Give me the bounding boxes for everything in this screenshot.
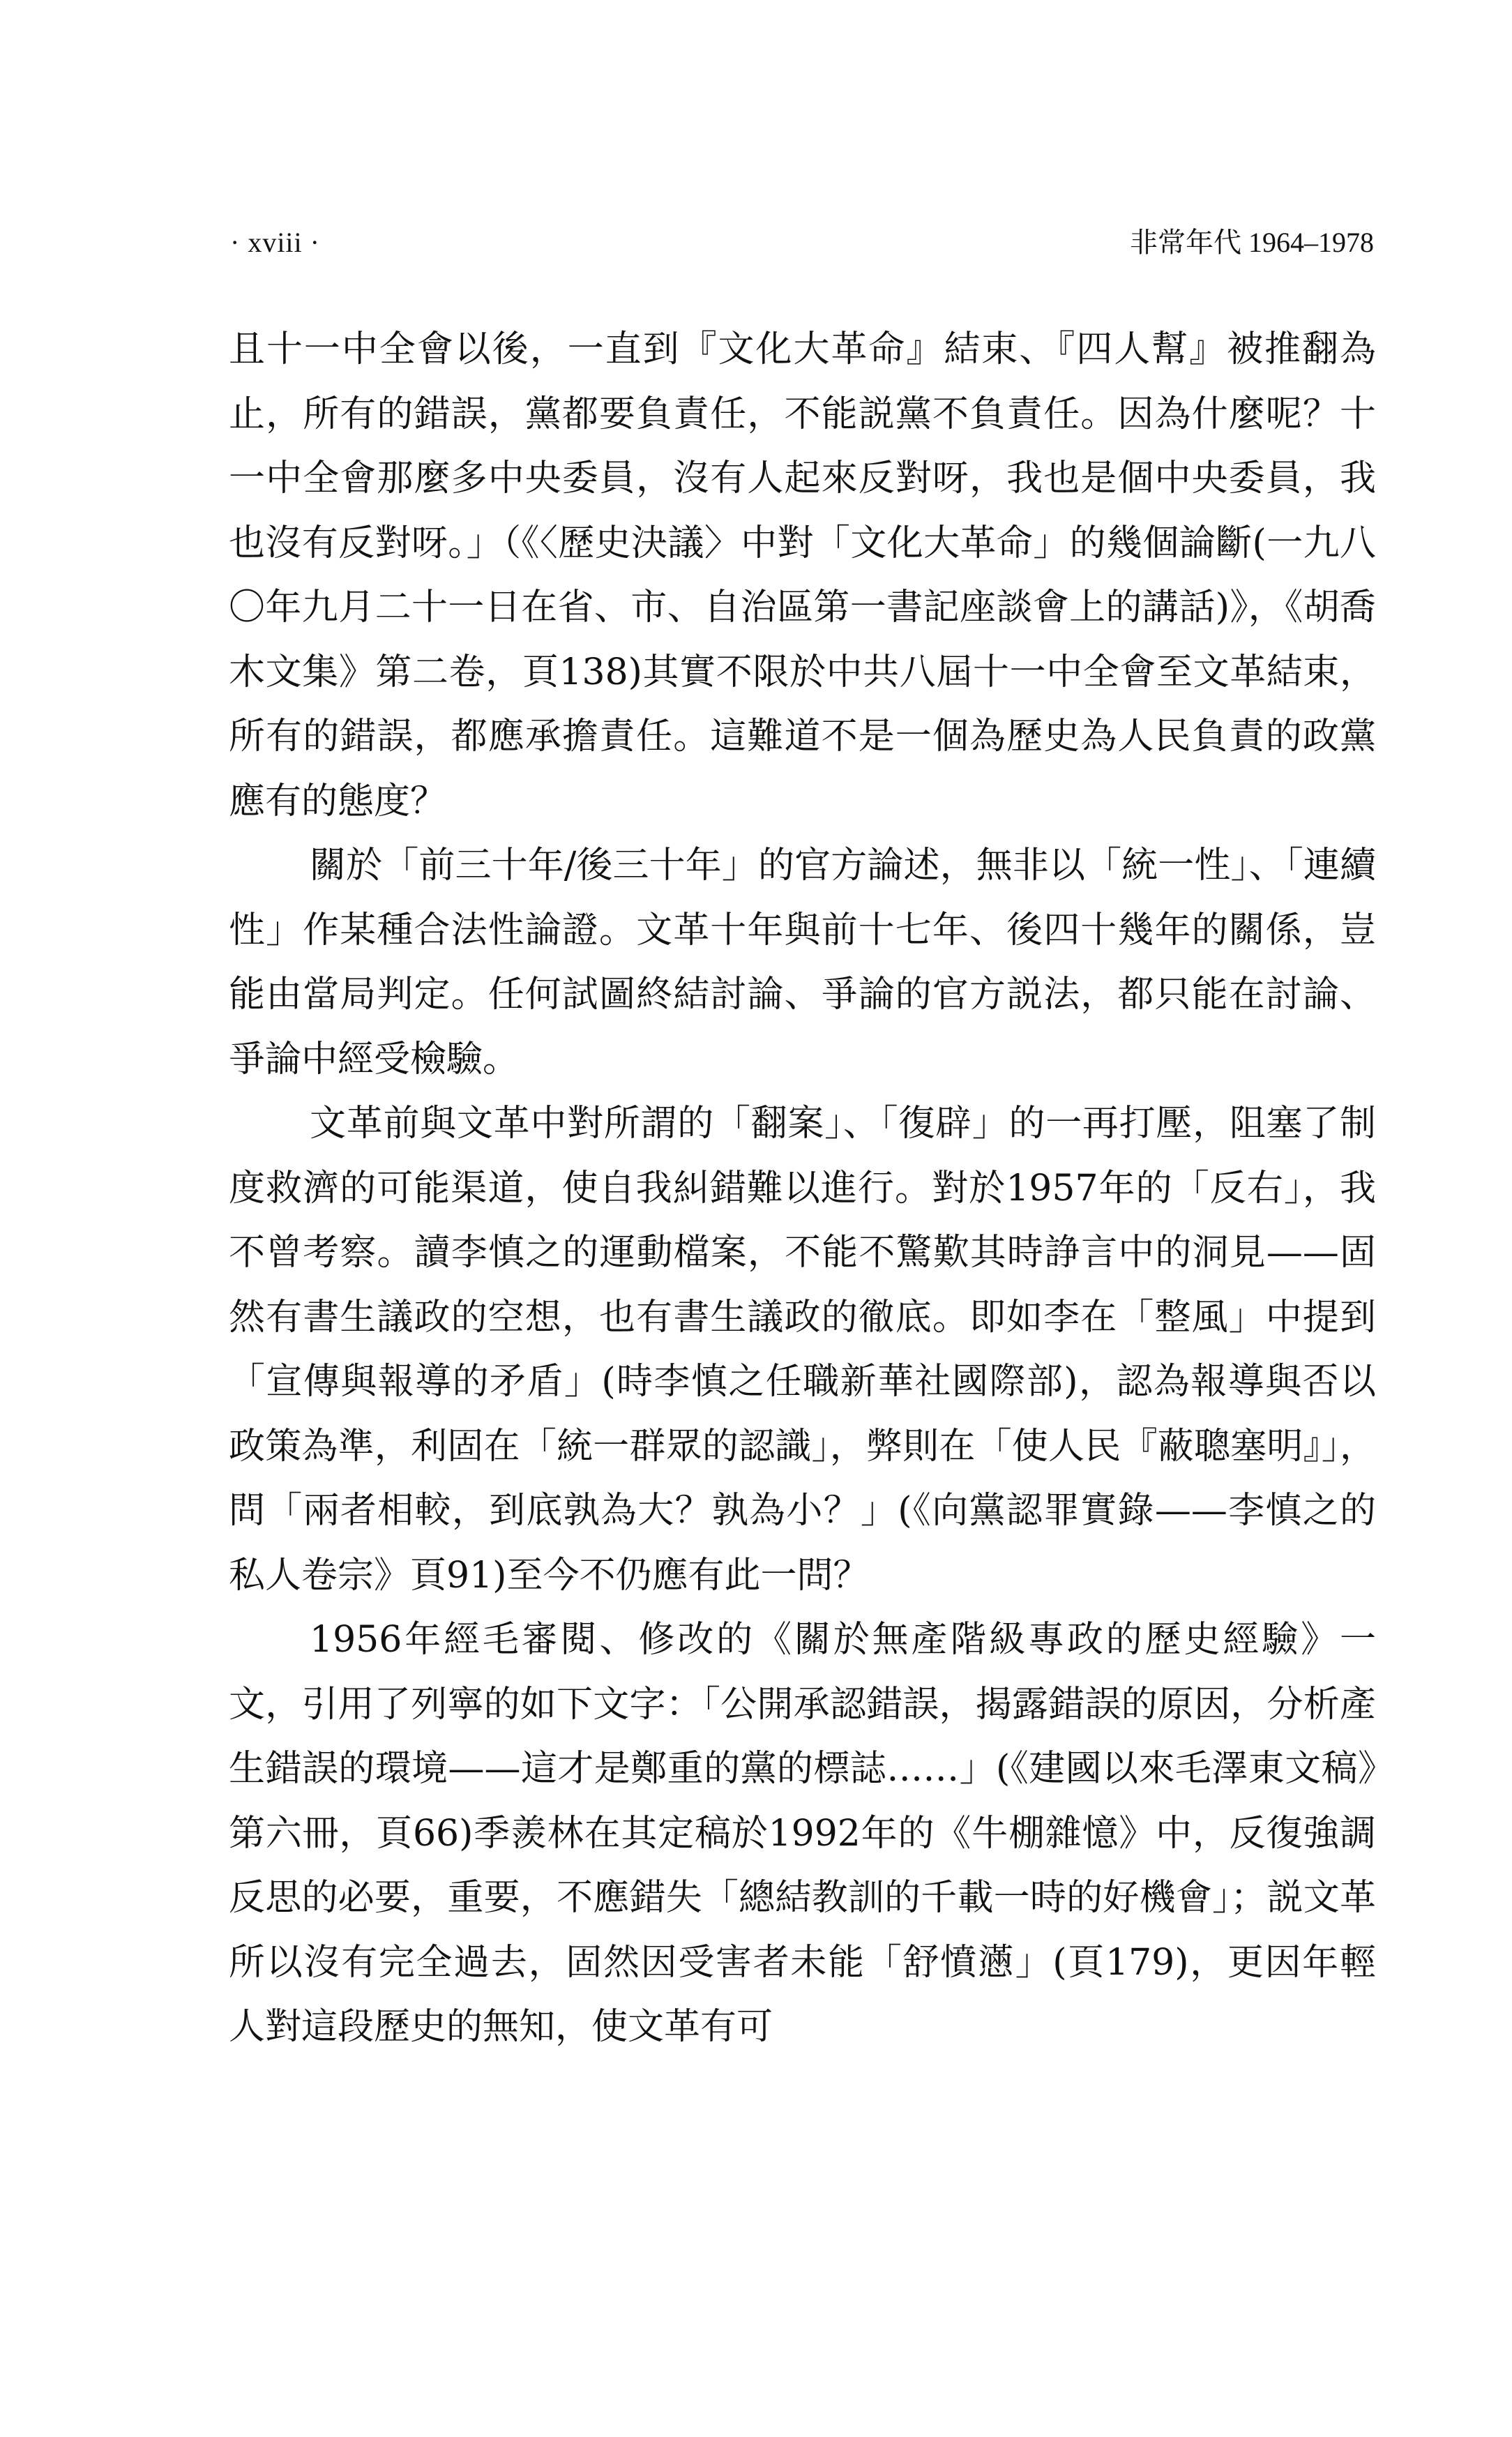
paragraph-3: 文革前與文革中對所謂的「翻案」、「復辟」的一再打壓，阻塞了制度救濟的可能渠道，使自我糾錯難以進行。對於1957年的「反右」，我不曾考察。讀李慎之的運動檔案，不能不驚歎其時諍言中的洞見——固然有書生議政的空想，也有書生議政的徹底。即如李在「整風」中提到「宣傳與報導的矛盾」(時李慎之任職新華社國際部)，認為報導與否以政策為準，利固在「統一群眾的認識」，弊則在「使人民『蔽聰塞明』」，問「兩者相較，到底孰為大？孰為小？」(《向黨認罪實錄——李慎之的私人卷宗》頁91)至今不仍應有此一問？ [229,1103,1376,1597]
paragraph-1: 且十一中全會以後，一直到『文化大革命』結束、『四人幫』被推翻為止，所有的錯誤，黨都要負責任，不能説黨不負責任。因為什麼呢？十一中全會那麼多中央委員，沒有人起來反對呀，我也是個中央委員，我也沒有反對呀。」（《〈歷史決議〉中對「文化大革命」的幾個論斷(一九八〇年九月二十一日在省、市、自治區第一書記座談會上的講話)》，《胡喬木文集》第二卷，頁138)其實不限於中共八屆十一中全會至文革結束，所有的錯誤，都應承擔責任。這難道不是一個為歷史為人民負責的政黨應有的態度？ [229,329,1376,822]
paragraph-2: 關於「前三十年/後三十年」的官方論述，無非以「統一性」、「連續性」作某種合法性論證。文革十年與前十七年、後四十幾年的關係，豈能由當局判定。任何試圖終結討論、爭論的官方説法，都只能在討論、爭論中經受檢驗。 [229,845,1376,1080]
page-number: · xviii · [230,227,320,258]
running-book-title: 非常年代 1964–1978 [1130,227,1374,258]
paragraph-4: 1956年經毛審閱、修改的《關於無產階級專政的歷史經驗》一文，引用了列寧的如下文字：「公開承認錯誤，揭露錯誤的原因，分析產生錯誤的環境——這才是鄭重的黨的標誌……」(《建國以來毛澤東文稿》第六冊，頁66)季羨林在其定稿於1992年的《牛棚雜憶》中，反復強調反思的必要，重要，不應錯失「總結教訓的千載一時的好機會」；説文革所以沒有完全過去，固然因受害者未能「舒憤懣」(頁179)，更因年輕人對這段歷史的無知，使文革有可 [229,1619,1376,2048]
running-header [230,222,1374,264]
body-text [229,317,1376,2060]
